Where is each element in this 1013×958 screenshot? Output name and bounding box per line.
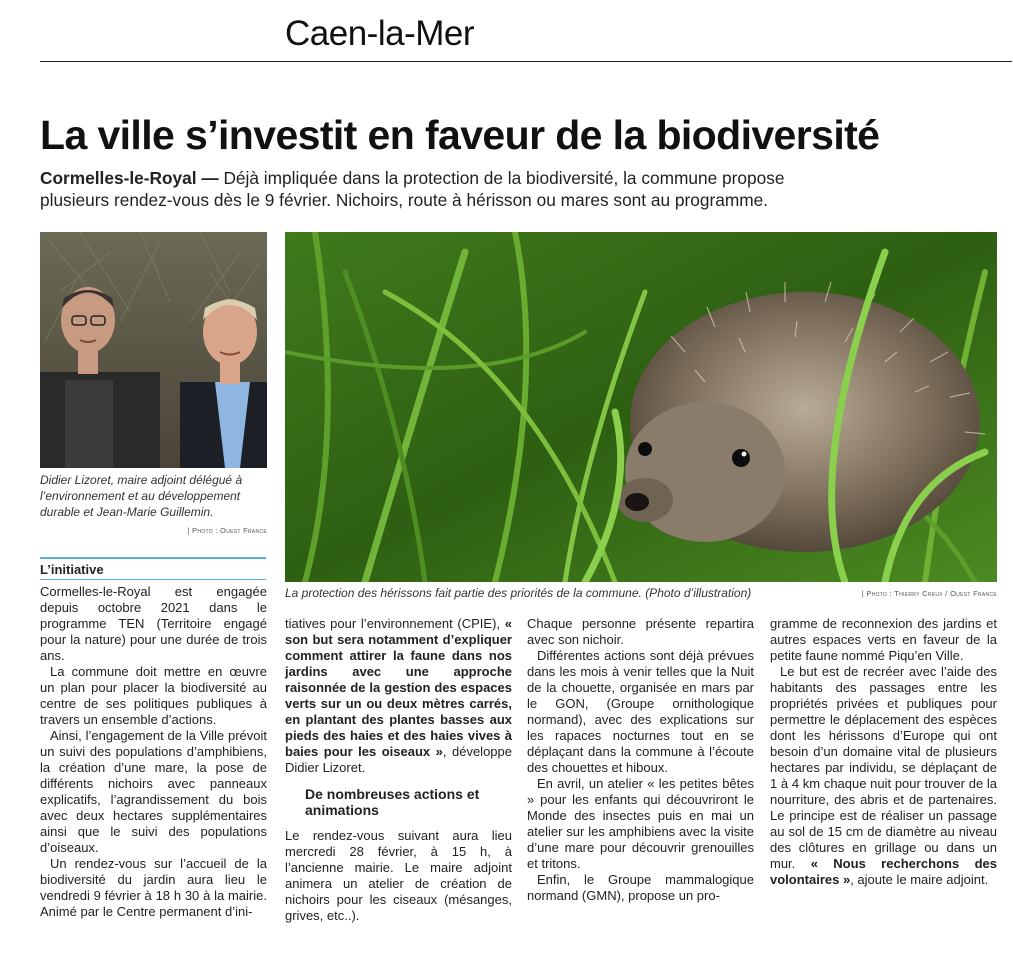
text: , ajoute le maire adjoint.: [850, 872, 989, 887]
text: , développe Didier Lizoret.: [285, 744, 512, 775]
sidebar-rule-bottom: [40, 579, 266, 580]
portrait-credit: | Photo : Ouest France: [187, 526, 267, 535]
hedgehog-photo: [285, 232, 997, 582]
paragraph: Cormelles-le-Royal est engagée depuis octobre 2021 dans le programme TEN (Territoire engagé pour la nature) pour une durée de trois ans.: [40, 584, 267, 663]
hedgehog-illustration: [285, 232, 997, 582]
column-1: [40, 584, 267, 920]
lede-place: Cormelles-le-Royal —: [40, 168, 219, 188]
portrait-photo: [40, 232, 267, 468]
paragraph: Ainsi, l’engagement de la Ville prévoit un suivi des populations d’amphibiens, la création d’une mare, la pose de différents nichoirs avec panneaux explicatifs, l’agrandissement du bois avec deux hectares supplémentaires ainsi que le suivi des populations d’oiseaux.: [40, 728, 267, 855]
portrait-illustration: [40, 232, 267, 468]
headline: La ville s’investit en faveur de la biodiversité: [40, 112, 880, 158]
quote: « Nous recherchons des volontaires »: [770, 856, 997, 887]
portrait-caption: Didier Lizoret, maire adjoint délégué à l’environnement et au développement durable et Jean-Marie Guillemin.: [40, 473, 243, 519]
paragraph: [285, 616, 512, 776]
column-2: [285, 616, 512, 924]
paragraph: Un rendez-vous sur l’accueil de la biodiversité du jardin aura lieu le vendredi 9 février à 18 h 30 à la mairie. Animé par le Centre permanent d’ini-: [40, 856, 267, 919]
text: Le but est de recréer avec l’aide des habitants des passages entre les propriétés privées et publiques pour permettre le déplacement des espèces dont les hérissons d’Europe qui ont besoin d’un domaine vital de plusieurs hectares par individu, se déplaçant de 1 à 4 km chaque nuit pour trouver de la nourriture, des abris et de partenaires. Le principe est de réaliser un passage au sol de 15 cm de diamètre au niveau des clôtures en grillage ou dans un mur.: [770, 664, 997, 871]
section-title: Caen-la-Mer: [285, 14, 474, 53]
column-3: [527, 616, 754, 904]
paragraph: gramme de reconnexion des jardins et autres espaces verts en faveur de la petite faune nommé Piqu’en Ville.: [770, 616, 997, 663]
lede: [40, 167, 830, 211]
paragraph: En avril, un atelier « les petites bêtes » pour les enfants qui découvriront le Monde des insectes puis en mai un atelier sur les amphibiens avec la visite d’une mare pour découvrir grenouilles et tritons.: [527, 776, 754, 871]
text: tiatives pour l’environnement (CPIE),: [285, 616, 501, 631]
subheading: De nombreuses actions et animations: [305, 786, 480, 818]
hedgehog-caption: La protection des hérissons fait partie des priorités de la commune. (Photo d’illustration): [285, 586, 752, 600]
hedgehog-credit: | Photo : Thierry Creux / Ouest France: [861, 589, 997, 598]
header-rule: [40, 61, 1012, 62]
paragraph: Chaque personne présente repartira avec son nichoir.: [527, 616, 754, 647]
lede-text: Déjà impliquée dans la protection de la biodiversité, la commune propose plusieurs rendez-vous dès le 9 février. Nichoirs, route à hérisson ou mares sont au programme.: [40, 168, 785, 210]
sidebar-rule-top: [40, 557, 266, 559]
paragraph: Différentes actions sont déjà prévues dans les mois à venir telles que la Nuit de la chouette, organisée en mars par le GON, (Groupe ornithologique normand), avec des explications sur les rapaces nocturnes tout en se déplaçant dans la commune à l’écoute des chouettes et hiboux.: [527, 648, 754, 775]
column-4: [770, 616, 997, 888]
sidebar-title: L’initiative: [40, 562, 104, 577]
paragraph: La commune doit mettre en œuvre un plan pour placer la biodiversité au centre de ses politiques publiques à travers un ensemble d’actions.: [40, 664, 267, 727]
paragraph: Enfin, le Groupe mammalogique normand (GMN), propose un pro-: [527, 872, 754, 903]
quote: « son but sera notamment d’expliquer comment attirer la faune dans nos jardins avec une approche raisonnée de la gestion des espaces verts sur un ou deux mètres carrés, en plantant des plantes basses aux pieds des haies et des haies vives à baies pour les oiseaux »: [285, 616, 512, 759]
paragraph: Le rendez-vous suivant aura lieu mercredi 28 février, à 15 h, à l’ancienne mairie. Le maire adjoint animera un atelier de création de nichoirs pour les ciseaux (mésanges, grives, etc..).: [285, 828, 512, 923]
paragraph: [770, 664, 997, 888]
